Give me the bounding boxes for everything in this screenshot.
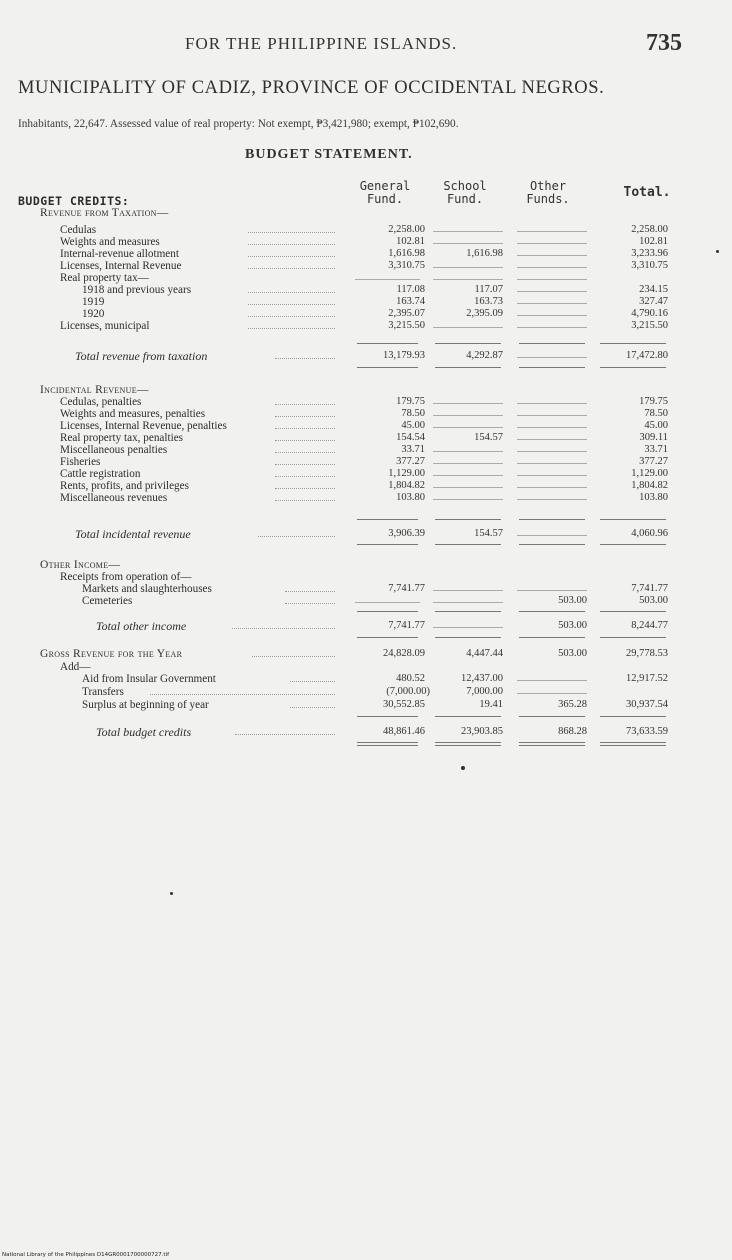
leader-dots	[275, 476, 335, 477]
table-row	[0, 320, 732, 332]
cell-total: 309.11	[639, 432, 668, 443]
empty-cell-line	[433, 243, 503, 244]
cell-total: 4,060.96	[631, 528, 668, 539]
leader-dots	[285, 591, 335, 592]
row-label: Total other income	[96, 619, 187, 633]
column-header-line: Fund.	[446, 192, 484, 206]
empty-cell-line	[517, 463, 587, 464]
row-label: Licenses, Internal Revenue	[60, 260, 182, 272]
row-label: Cedulas	[60, 224, 97, 236]
table-row	[0, 272, 732, 284]
empty-cell-line	[433, 451, 503, 452]
row-label: Incidental Revenue—	[40, 384, 149, 396]
empty-cell-line	[517, 403, 587, 404]
column-rule	[519, 611, 585, 612]
column-rule	[600, 519, 666, 520]
column-rule	[600, 343, 666, 344]
column-header-line: Other	[529, 179, 567, 193]
cell-total: 2,258.00	[631, 224, 668, 235]
table-row	[0, 224, 732, 236]
cell-total: 234.15	[639, 284, 668, 295]
column-rule	[435, 367, 501, 368]
column-rule	[357, 544, 418, 545]
cell-other: 868.28	[558, 726, 587, 737]
total-row	[0, 350, 732, 362]
cell-total: 4,790.16	[631, 308, 668, 319]
cell-other: 503.00	[558, 595, 587, 606]
table-row	[0, 492, 732, 504]
double-rule	[435, 742, 501, 746]
column-header-line: Funds.	[526, 192, 570, 206]
table-row	[0, 296, 732, 308]
row-label: Miscellaneous penalties	[60, 444, 168, 456]
column-rule	[600, 367, 666, 368]
column-header-line: School	[443, 179, 487, 193]
table-row	[0, 444, 732, 456]
empty-cell-line	[517, 279, 587, 280]
leader-dots	[252, 656, 335, 657]
column-rule	[435, 716, 501, 717]
empty-cell-line	[517, 303, 587, 304]
cell-total: 8,244.77	[631, 620, 668, 631]
ink-speck	[716, 250, 719, 253]
cell-school: 163.73	[474, 296, 503, 307]
cell-general: (7,000.00)	[386, 686, 430, 697]
section-heading	[0, 384, 732, 396]
leader-dots	[232, 628, 335, 629]
row-label: Markets and slaughterhouses	[82, 583, 212, 595]
leader-dots	[248, 268, 335, 269]
empty-cell-line	[517, 291, 587, 292]
cell-school: 1,616.98	[466, 248, 503, 259]
row-label: BUDGET CREDITS:	[18, 194, 130, 208]
cell-school: 19.41	[479, 699, 503, 710]
total-row	[0, 620, 732, 632]
row-label: Transfers	[82, 686, 124, 698]
cell-total: 1,129.00	[631, 468, 668, 479]
cell-total: 45.00	[644, 420, 668, 431]
column-rule	[435, 343, 501, 344]
cell-total: 377.27	[639, 456, 668, 467]
empty-cell-line	[517, 680, 587, 681]
cell-other: 503.00	[558, 648, 587, 659]
double-rule	[357, 742, 418, 746]
row-label: Gross Revenue for the Year	[40, 648, 183, 660]
table-row	[0, 673, 732, 685]
cell-general: 179.75	[396, 396, 425, 407]
cell-total: 327.47	[639, 296, 668, 307]
row-label: 1918 and previous years	[82, 284, 192, 296]
leader-dots	[248, 232, 335, 233]
column-rule	[357, 343, 418, 344]
cell-other: 503.00	[558, 620, 587, 631]
leader-dots	[275, 500, 335, 501]
table-row	[0, 583, 732, 595]
empty-cell-line	[433, 590, 503, 591]
column-rule	[519, 343, 585, 344]
row-label: Real property tax—	[60, 272, 149, 284]
cell-total: 30,937.54	[626, 699, 668, 710]
row-label: Surplus at beginning of year	[82, 699, 209, 711]
empty-cell-line	[433, 463, 503, 464]
cell-general: 45.00	[401, 420, 425, 431]
add-heading	[0, 661, 732, 673]
column-header-line: Fund.	[366, 192, 404, 206]
leader-dots	[275, 416, 335, 417]
empty-cell-line	[517, 267, 587, 268]
empty-cell-line	[517, 499, 587, 500]
cell-general: 24,828.09	[383, 648, 425, 659]
column-rule	[519, 637, 585, 638]
empty-cell-line	[433, 231, 503, 232]
cell-total: 33.71	[644, 444, 668, 455]
column-rule	[357, 367, 418, 368]
cell-school: 117.07	[474, 284, 503, 295]
empty-cell-line	[517, 415, 587, 416]
double-rule	[600, 742, 666, 746]
cell-total: 3,233.96	[631, 248, 668, 259]
column-rule	[435, 611, 501, 612]
cell-general: 154.54	[396, 432, 425, 443]
table-row	[0, 260, 732, 272]
cell-other: 365.28	[558, 699, 587, 710]
row-label: Receipts from operation of—	[60, 571, 192, 583]
cell-school: 7,000.00	[466, 686, 503, 697]
leader-dots	[258, 536, 335, 537]
table-row	[0, 595, 732, 607]
column-rule	[435, 519, 501, 520]
leader-dots	[275, 488, 335, 489]
table-row	[0, 308, 732, 320]
empty-cell-line	[517, 475, 587, 476]
column-rule	[519, 367, 585, 368]
column-rule	[357, 519, 418, 520]
subheading	[0, 571, 732, 583]
empty-cell-line	[517, 231, 587, 232]
row-label: Total revenue from taxation	[75, 349, 208, 363]
table-row	[0, 420, 732, 432]
leader-dots	[275, 464, 335, 465]
cell-general: 3,215.50	[388, 320, 425, 331]
empty-cell-line	[433, 327, 503, 328]
double-rule	[519, 742, 585, 746]
empty-cell-line	[517, 451, 587, 452]
scan-footer: National Library of the Philippines D14GR0001700000727.tif	[2, 1252, 170, 1258]
empty-cell-line	[433, 499, 503, 500]
row-label: Licenses, municipal	[60, 320, 150, 332]
leader-dots	[290, 707, 335, 708]
leader-dots	[275, 404, 335, 405]
cell-general: 13,179.93	[383, 350, 425, 361]
empty-cell-line	[433, 267, 503, 268]
empty-cell-line	[517, 427, 587, 428]
cell-general: 33.71	[401, 444, 425, 455]
cell-total: 179.75	[639, 396, 668, 407]
empty-cell-line	[517, 255, 587, 256]
cell-total: 503.00	[639, 595, 668, 606]
row-label: Other Income—	[40, 559, 121, 571]
column-rule	[600, 544, 666, 545]
column-rule	[600, 611, 666, 612]
cell-school: 154.57	[474, 432, 503, 443]
leader-dots	[285, 603, 335, 604]
row-label: Revenue from Taxation—	[40, 207, 169, 219]
row-label: Add—	[60, 661, 91, 673]
cell-general: 377.27	[396, 456, 425, 467]
inhabitants-line: Inhabitants, 22,647. Assessed value of real property: Not exempt, ₱3,421,980; exempt, ₱102,690.	[18, 118, 459, 130]
table-row	[0, 396, 732, 408]
table-row	[0, 284, 732, 296]
column-rule	[519, 544, 585, 545]
empty-cell-line	[433, 475, 503, 476]
column-rule	[357, 716, 418, 717]
leader-dots	[275, 358, 335, 359]
table-row	[0, 456, 732, 468]
column-header-line: General	[359, 179, 411, 193]
row-label: Cedulas, penalties	[60, 396, 142, 408]
row-label: Real property tax, penalties	[60, 432, 184, 444]
empty-cell-line	[517, 693, 587, 694]
table-row	[0, 408, 732, 420]
empty-cell-line	[433, 602, 503, 603]
table-row	[0, 699, 732, 711]
row-label: Fisheries	[60, 456, 101, 468]
row-label: Cattle registration	[60, 468, 141, 480]
cell-general: 2,395.07	[388, 308, 425, 319]
budget-statement-title: BUDGET STATEMENT.	[245, 147, 413, 162]
column-rule	[519, 716, 585, 717]
row-label: 1919	[82, 296, 105, 308]
column-rule	[357, 637, 418, 638]
section-heading	[0, 207, 732, 219]
cell-total: 103.80	[639, 492, 668, 503]
row-label: Internal-revenue allotment	[60, 248, 179, 260]
cell-school: 4,292.87	[466, 350, 503, 361]
cell-total: 3,215.50	[631, 320, 668, 331]
cell-school: 4,447.44	[466, 648, 503, 659]
cell-general: 163.74	[396, 296, 425, 307]
leader-dots	[275, 428, 335, 429]
empty-cell-line	[517, 357, 587, 358]
cell-general: 1,129.00	[388, 468, 425, 479]
leader-dots	[248, 244, 335, 245]
cell-general: 102.81	[396, 236, 425, 247]
cell-general: 480.52	[396, 673, 425, 684]
cell-general: 48,861.46	[383, 726, 425, 737]
column-rule	[600, 637, 666, 638]
table-row	[0, 248, 732, 260]
table-row	[0, 432, 732, 444]
total-row	[0, 528, 732, 540]
cell-school: 23,903.85	[461, 726, 503, 737]
cell-school: 154.57	[474, 528, 503, 539]
empty-cell-line	[433, 279, 503, 280]
table-row	[0, 236, 732, 248]
running-header	[0, 30, 732, 60]
column-rule	[519, 519, 585, 520]
empty-cell-line	[517, 535, 587, 536]
table-row	[0, 480, 732, 492]
cell-total: 29,778.53	[626, 648, 668, 659]
cell-total: 7,741.77	[631, 583, 668, 594]
cell-general: 7,741.77	[388, 583, 425, 594]
empty-cell-line	[355, 602, 420, 603]
leader-dots	[290, 681, 335, 682]
cell-general: 1,616.98	[388, 248, 425, 259]
empty-cell-line	[433, 427, 503, 428]
cell-general: 7,741.77	[388, 620, 425, 631]
cell-total: 1,804.82	[631, 480, 668, 491]
table-row	[0, 686, 732, 698]
row-label: 1920	[82, 308, 105, 320]
leader-dots	[248, 256, 335, 257]
empty-cell-line	[517, 243, 587, 244]
row-label: Licenses, Internal Revenue, penalties	[60, 420, 227, 432]
cell-general: 1,804.82	[388, 480, 425, 491]
gross-revenue-row	[0, 648, 732, 660]
row-label: Cemeteries	[82, 595, 133, 607]
cell-general: 2,258.00	[388, 224, 425, 235]
cell-school: 2,395.09	[466, 308, 503, 319]
cell-general: 78.50	[401, 408, 425, 419]
cell-general: 3,906.39	[388, 528, 425, 539]
row-label: Total budget credits	[96, 725, 192, 739]
leader-dots	[248, 304, 335, 305]
row-label: Weights and measures	[60, 236, 160, 248]
cell-total: 73,633.59	[626, 726, 668, 737]
leader-dots	[248, 316, 335, 317]
cell-total: 78.50	[644, 408, 668, 419]
cell-total: 17,472.80	[626, 350, 668, 361]
row-label: Weights and measures, penalties	[60, 408, 206, 420]
cell-general: 103.80	[396, 492, 425, 503]
cell-total: 12,917.52	[626, 673, 668, 684]
running-title: FOR THE PHILIPPINE ISLANDS.	[185, 34, 458, 53]
empty-cell-line	[517, 590, 587, 591]
cell-general: 117.08	[396, 284, 425, 295]
empty-cell-line	[433, 403, 503, 404]
table-row	[0, 468, 732, 480]
cell-general: 30,552.85	[383, 699, 425, 710]
empty-cell-line	[517, 315, 587, 316]
page-number: 735	[646, 30, 682, 56]
row-label: Rents, profits, and privileges	[60, 480, 189, 492]
column-rule	[600, 716, 666, 717]
empty-cell-line	[355, 279, 420, 280]
empty-cell-line	[517, 487, 587, 488]
leader-dots	[248, 328, 335, 329]
cell-school: 12,437.00	[461, 673, 503, 684]
ink-speck	[170, 892, 173, 895]
empty-cell-line	[517, 327, 587, 328]
row-label: Miscellaneous revenues	[60, 492, 168, 504]
ink-speck	[461, 766, 465, 770]
column-rule	[435, 544, 501, 545]
row-label: Total incidental revenue	[75, 527, 191, 541]
leader-dots	[275, 440, 335, 441]
leader-dots	[235, 734, 335, 735]
row-label: Aid from Insular Government	[82, 673, 216, 685]
grand-total-row	[0, 726, 732, 738]
empty-cell-line	[433, 627, 503, 628]
section-heading	[0, 559, 732, 571]
cell-total: 3,310.75	[631, 260, 668, 271]
column-rule	[435, 637, 501, 638]
leader-dots	[150, 694, 335, 695]
cell-total: 102.81	[639, 236, 668, 247]
leader-dots	[248, 292, 335, 293]
municipality-title: MUNICIPALITY OF CADIZ, PROVINCE OF OCCIDENTAL NEGROS.	[18, 78, 605, 98]
column-header-total: Total.	[623, 185, 671, 200]
column-rule	[357, 611, 418, 612]
empty-cell-line	[433, 487, 503, 488]
empty-cell-line	[517, 439, 587, 440]
cell-general: 3,310.75	[388, 260, 425, 271]
empty-cell-line	[433, 415, 503, 416]
leader-dots	[275, 452, 335, 453]
